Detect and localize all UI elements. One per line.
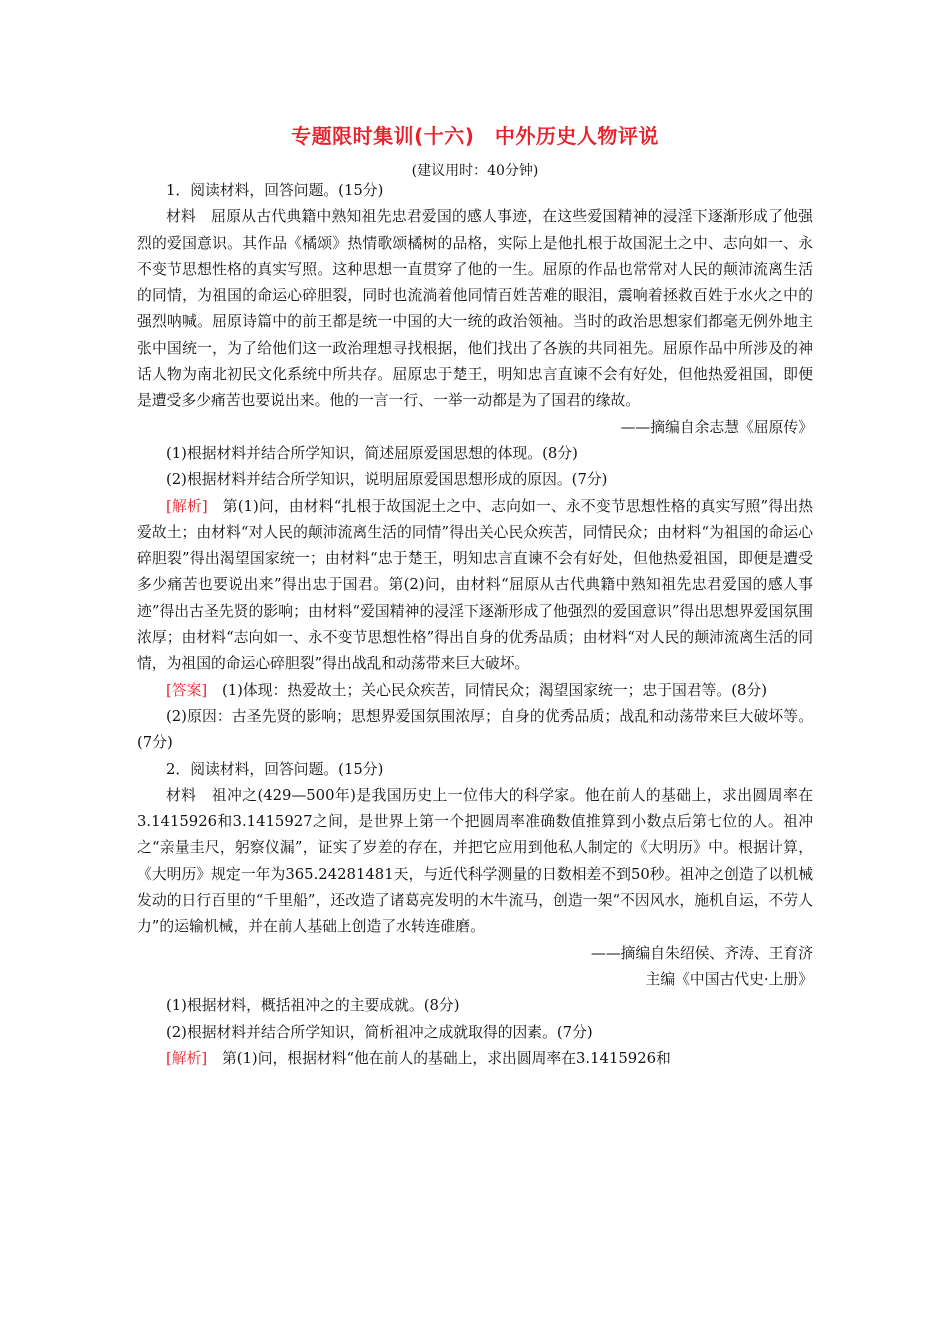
q1-analysis-text: 第(1)问，由材料“扎根于故国泥土之中、志向如一、永不变节思想性格的真实写照”得出热爱故土；由材料“对人民的颠沛流离生活的同情”得出关心民众疾苦，同情民众；由材料“为祖国的命运心碎胆裂”得出渴望国家统一；由材料“忠于楚王，明知忠言直谏不会有好处，但他热爱祖国，即便是遭受多少痛苦也要说出来”得出忠于国君。第(2)问，由材料“屈原从古代典籍中熟知祖先忠君爱国的感人事迹”得出古圣先贤的影响；由材料“爱国精神的浸淫下逐渐形成了他强烈的爱国意识”得出思想界爱国氛围浓厚；由材料“志向如一、永不变节思想性格”得出自身的优秀品质；由材料“对人民的颠沛流离生活的同情，为祖国的命运心碎胆裂”得出战乱和动荡带来巨大破坏。	[137, 497, 813, 673]
answer-tag: [答案]	[166, 681, 208, 699]
q1-source: ——摘编自余志慧《屈原传》	[620, 418, 813, 436]
q2-sub1: (1)根据材料，概括祖冲之的主要成就。(8分)	[166, 997, 460, 1015]
q2-analysis	[137, 1046, 813, 1072]
q2-source-2: 主编《中国古代史·上册》	[645, 970, 813, 988]
q1-answer-2: (2)原因：古圣先贤的影响；思想界爱国氛围浓厚；自身的优秀品质；战乱和动荡带来巨大破坏等。(7分)	[137, 707, 813, 752]
q1-material-text: 屈原从古代典籍中熟知祖先忠君爱国的感人事迹，在这些爱国精神的浸淫下逐渐形成了他强烈的爱国意识。其作品《橘颂》热情歌颂橘树的品格，实际上是他扎根于故国泥土之中、志向如一、永不变节思想性格的真实写照。这种思想一直贯穿了他的一生。屈原的作品也常常对人民的颠沛流离生活的同情，为祖国的命运心碎胆裂，同时也流淌着他同情百姓苦难的眼泪，震响着拯救百姓于水火之中的强烈呐喊。屈原诗篇中的前王都是统一中国的大一统的政治领袖。当时的政治思想家们都毫无例外地主张中国统一，为了给他们这一政治理想寻找根据，他们找出了各族的共同祖先。屈原作品中所涉及的神话人物为南北初民文化系统中所共存。屈原忠于楚王，明知忠言直谏不会有好处，但他热爱祖国，即便是遭受多少痛苦也要说出来。他的一言一行、一举一动都是为了国君的缘故。	[137, 208, 813, 410]
q1-material-label: 材料	[166, 208, 197, 226]
time-suggestion: (建议用时：40分钟)	[411, 163, 539, 179]
analysis-tag: [解析]	[166, 1049, 208, 1067]
q2-material-text: 祖冲之(429—500年)是我国历史上一位伟大的科学家。他在前人的基础上，求出圆周率在3.1415926和3.1415927之间，是世界上第一个把圆周率准确数值推算到小数点后第七位的人。祖冲之“亲量圭尺，躬察仪漏”，证实了岁差的存在，并把它应用到他私人制定的《大明历》中。根据计算，《大明历》规定一年为365.24281481天，与近代科学测量的日数相差不到50秒。祖冲之创造了以机械发动的日行百里的“千里船”，还改造了诸葛亮发明的木牛流马，创造一架“不因风水，施机自运，不劳人力”的运输机械，并在前人基础上创造了水转连碓磨。	[137, 786, 813, 936]
q1-stem: 1．阅读材料，回答问题。(15分)	[166, 182, 384, 199]
q2-material	[137, 783, 813, 941]
q1-answer	[137, 678, 813, 704]
q1-sub1: (1)根据材料并结合所学知识，简述屈原爱国思想的体现。(8分)	[166, 444, 578, 462]
q2-analysis-text: 第(1)问，根据材料“他在前人的基础上，求出圆周率在3.1415926和	[221, 1049, 671, 1067]
q2-source-1: ——摘编自朱绍侯、齐涛、王育济	[591, 944, 813, 962]
q2-material-label: 材料	[166, 786, 197, 804]
analysis-tag: [解析]	[166, 497, 208, 515]
document-body	[137, 178, 813, 1072]
q1-material	[137, 204, 813, 414]
q1-sub2: (2)根据材料并结合所学知识，说明屈原爱国思想形成的原因。(7分)	[166, 471, 608, 489]
q2-sub2: (2)根据材料并结合所学知识，简析祖冲之成就取得的因素。(7分)	[166, 1023, 593, 1041]
q1-answer-1: (1)体现：热爱故土；关心民众疾苦，同情民众；渴望国家统一；忠于国君等。(8分)	[221, 681, 767, 699]
page-title: 专题限时集训(十六) 中外历史人物评说	[291, 124, 659, 148]
q1-analysis	[137, 494, 813, 678]
q2-stem: 2．阅读材料，回答问题。(15分)	[166, 760, 384, 778]
